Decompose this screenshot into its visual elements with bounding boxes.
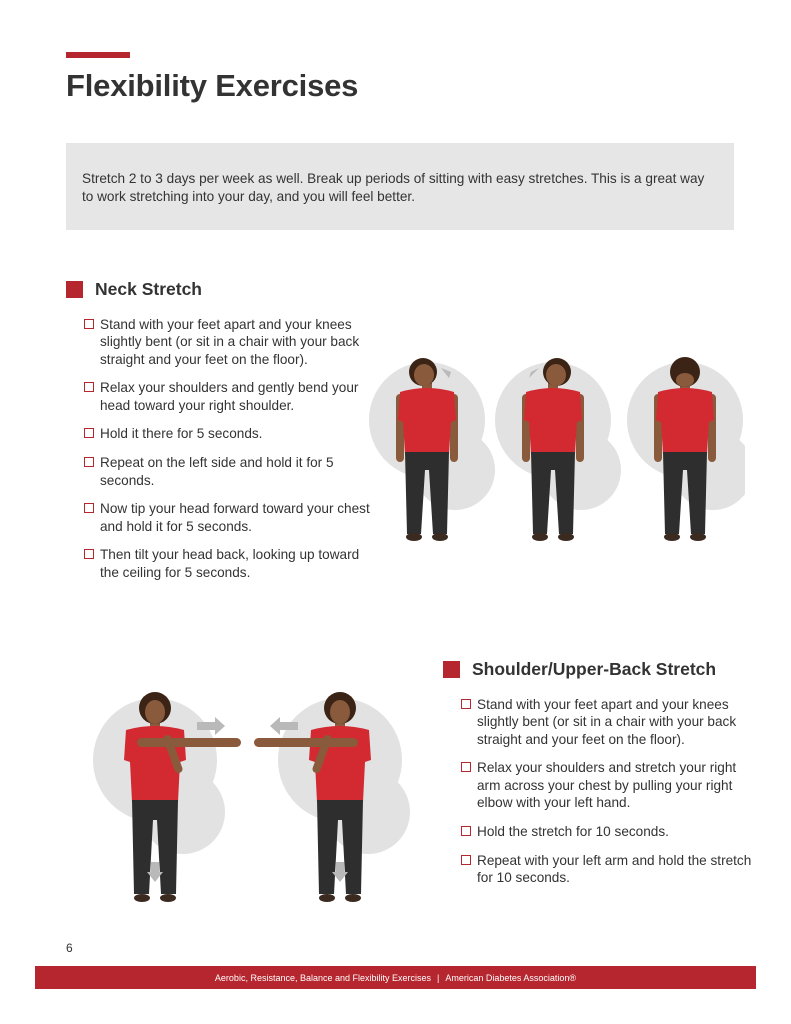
shoulder-stretch-illustration bbox=[85, 680, 415, 910]
title-accent-bar bbox=[66, 52, 130, 58]
checkbox-icon bbox=[461, 762, 471, 772]
footer-publication-title: Aerobic, Resistance, Balance and Flexibility Exercises bbox=[214, 972, 432, 983]
section-marker bbox=[443, 661, 460, 678]
checkbox-icon bbox=[84, 457, 94, 467]
shoulder-stretch-heading bbox=[443, 659, 716, 680]
figure-head-forward bbox=[627, 357, 745, 541]
checkbox-icon bbox=[84, 428, 94, 438]
list-item: Hold the stretch for 10 seconds. bbox=[461, 823, 753, 840]
checkbox-icon bbox=[84, 549, 94, 559]
checkbox-icon bbox=[84, 503, 94, 513]
list-item: Stand with your feet apart and your knees slightly bent (or sit in a chair with your back straight and your feet on the floor). bbox=[461, 696, 753, 748]
page-title: Flexibility Exercises bbox=[66, 68, 359, 103]
list-item: Stand with your feet apart and your knees slightly bent (or sit in a chair with your back straight and your feet on the floor). bbox=[84, 316, 374, 368]
shoulder-stretch-title: Shoulder/Upper-Back Stretch bbox=[472, 659, 717, 679]
list-item: Relax your shoulders and stretch your right arm across your chest by pulling your right elbow with your left hand. bbox=[461, 759, 753, 811]
neck-stretch-heading bbox=[66, 279, 202, 300]
checkbox-icon bbox=[461, 826, 471, 836]
section-marker bbox=[66, 281, 83, 298]
neck-stretch-steps bbox=[84, 316, 374, 593]
list-item: Then tilt your head back, looking up toward the ceiling for 5 seconds. bbox=[84, 546, 374, 581]
checkbox-icon bbox=[461, 699, 471, 709]
list-item: Now tip your head forward toward your chest and hold it for 5 seconds. bbox=[84, 500, 374, 535]
checkbox-icon bbox=[461, 855, 471, 865]
neck-stretch-illustration bbox=[365, 350, 745, 550]
figure-head-tilt-left bbox=[495, 358, 621, 541]
list-item: Repeat with your left arm and hold the stretch for 10 seconds. bbox=[461, 852, 753, 887]
footer-organization: American Diabetes Association® bbox=[445, 972, 577, 983]
footer-separator: | bbox=[437, 972, 440, 983]
list-item: Hold it there for 5 seconds. bbox=[84, 425, 374, 442]
neck-stretch-title: Neck Stretch bbox=[95, 279, 202, 299]
checkbox-icon bbox=[84, 319, 94, 329]
figure-right-arm-across bbox=[93, 692, 241, 902]
shoulder-stretch-steps bbox=[461, 696, 753, 898]
intro-callout: Stretch 2 to 3 days per week as well. Break up periods of sitting with easy stretches. This is a great way to work stretching into your day, and you will feel better. bbox=[66, 143, 734, 230]
figure-left-arm-across bbox=[254, 692, 410, 902]
footer-band bbox=[35, 966, 756, 989]
checkbox-icon bbox=[84, 382, 94, 392]
list-item: Repeat on the left side and hold it for 5 seconds. bbox=[84, 454, 374, 489]
list-item: Relax your shoulders and gently bend your head toward your right shoulder. bbox=[84, 379, 374, 414]
figure-head-tilt-right bbox=[369, 358, 495, 541]
page-number: 6 bbox=[66, 941, 73, 955]
